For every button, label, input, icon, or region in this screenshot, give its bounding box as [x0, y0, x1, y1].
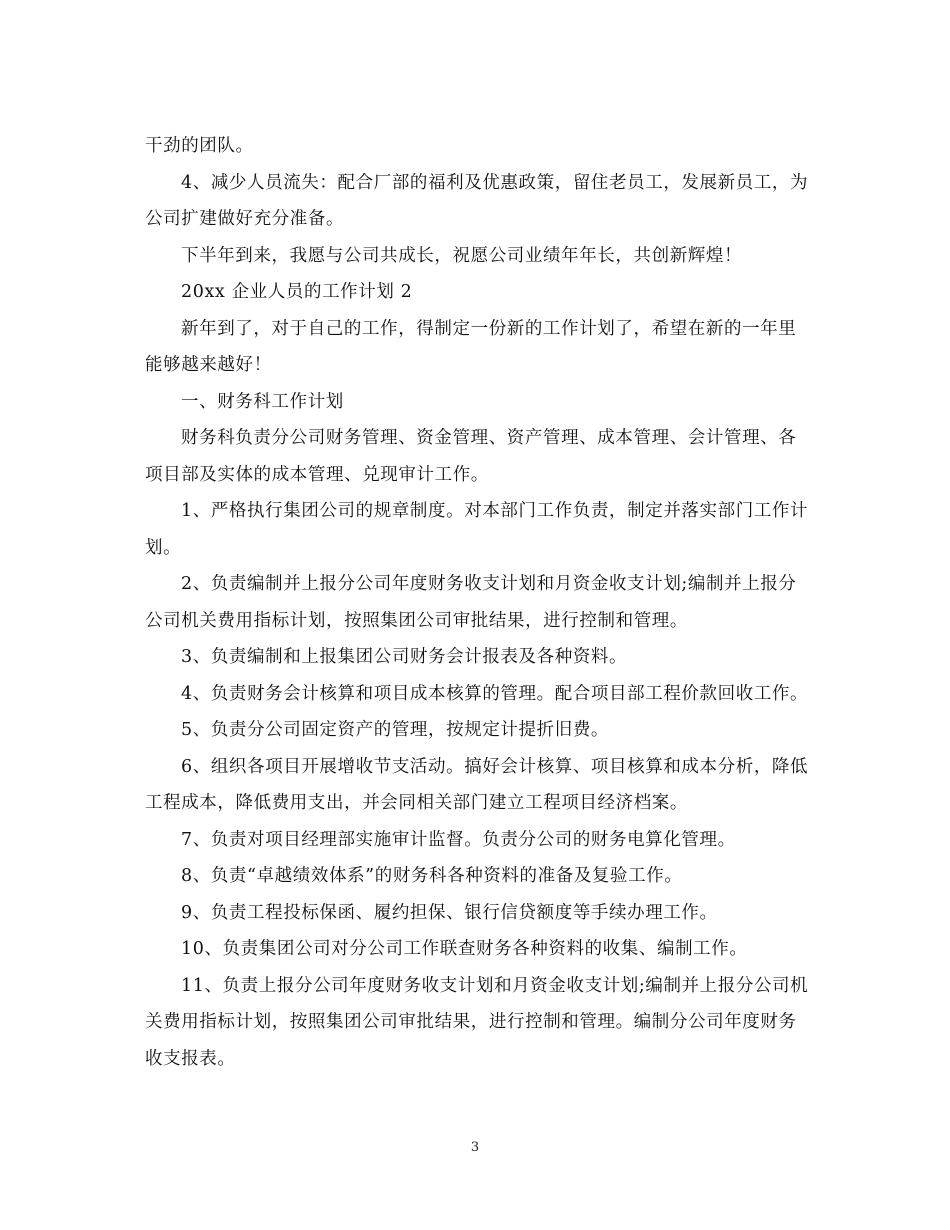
paragraph: 财务科负责分公司财务管理、资金管理、资产管理、成本管理、会计管理、各项目部及实体的成本管理、兑现审计工作。	[145, 428, 797, 485]
section-heading: 一、财务科工作计划	[181, 391, 344, 412]
list-item: 10、负责集团公司对分公司工作联查财务各种资料的收集、编制工作。	[181, 939, 748, 959]
paragraph: 下半年到来，我愿与公司共成长，祝愿公司业绩年年长，共创新辉煌！	[181, 245, 743, 266]
list-item: 7、负责对项目经理部实施审计监督。负责分公司的财务电算化管理。	[181, 829, 736, 850]
list-item: 9、负责工程投标保函、履约担保、银行信贷额度等手续办理工作。	[181, 902, 718, 923]
document-body	[145, 128, 810, 1077]
paragraph: 干劲的团队。	[145, 136, 254, 156]
page-number: 3	[470, 1140, 480, 1155]
section-heading: 20xx 企业人员的工作计划 2	[181, 282, 413, 302]
list-item: 3、负责编制和上报集团公司财务会计报表及各种资料。	[181, 647, 628, 667]
list-item: 2、负责编制并上报分公司年度财务收支计划和月资金收支计划;编制并上报分公司机关费用指标计划，按照集团公司审批结果，进行控制和管理。	[145, 574, 797, 631]
list-item: 1、严格执行集团公司的规章制度。对本部门工作负责，制定并落实部门工作计划。	[145, 501, 809, 558]
list-item: 5、负责分公司固定资产的管理，按规定计提折旧费。	[181, 720, 610, 740]
list-item: 4、负责财务会计核算和项目成本核算的管理。配合项目部工程价款回收工作。	[181, 683, 809, 704]
list-item: 8、负责“卓越绩效体系”的财务科各种资料的准备及复验工作。	[181, 866, 683, 886]
list-item: 11、负责上报分公司年度财务收支计划和月资金收支计划;编制并上报分公司机关费用指标计划，按照集团公司审批结果，进行控制和管理。编制分公司年度财务收支报表。	[145, 975, 809, 1069]
list-item: 6、组织各项目开展增收节支活动。搞好会计核算、项目核算和成本分析，降低工程成本，降低费用支出，并会同相关部门建立工程项目经济档案。	[145, 756, 809, 813]
paragraph: 4、减少人员流失：配合厂部的福利及优惠政策，留住老员工，发展新员工，为公司扩建做好充分准备。	[145, 172, 809, 229]
paragraph: 新年到了，对于自己的工作，得制定一份新的工作计划了，希望在新的一年里能够越来越好！	[145, 318, 797, 375]
